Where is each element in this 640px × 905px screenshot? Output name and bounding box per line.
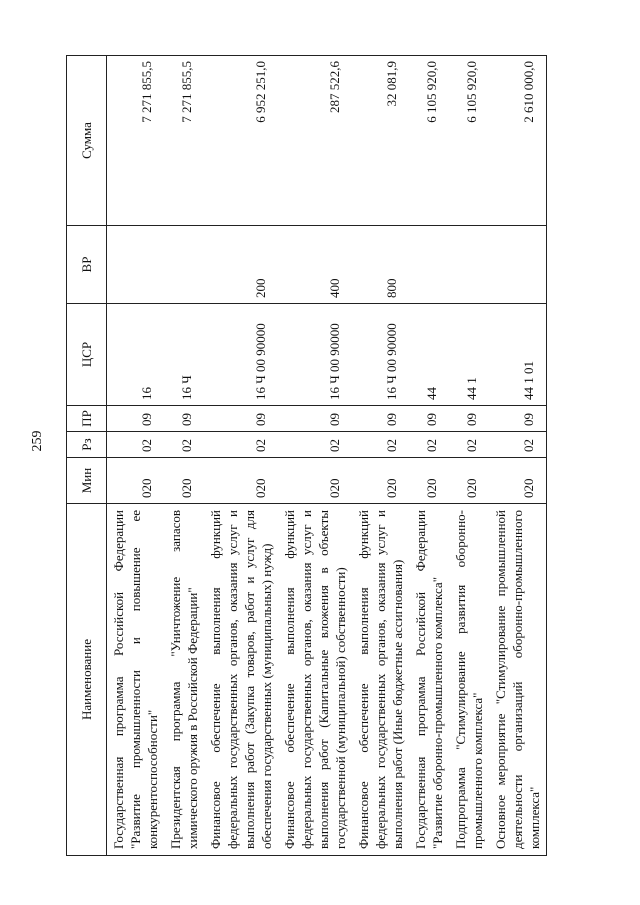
row-name: Государственная программа Российской Федерации "Развитие промышленности и повышение ее конкурентоспособности" bbox=[107, 504, 165, 856]
page-number: 259 bbox=[30, 430, 45, 452]
row-sum: 6 105 920,0 bbox=[409, 56, 449, 226]
row-rz: 02 bbox=[107, 432, 165, 458]
row-rz: 02 bbox=[352, 432, 409, 458]
table-row bbox=[489, 56, 547, 856]
row-min: 020 bbox=[204, 458, 278, 504]
row-csr: 16 bbox=[107, 304, 165, 406]
row-pr: 09 bbox=[409, 406, 449, 432]
row-sum: 6 105 920,0 bbox=[449, 56, 489, 226]
row-vr bbox=[449, 226, 489, 304]
header-min: Мин bbox=[67, 458, 107, 504]
table-row bbox=[352, 56, 409, 856]
row-rz: 02 bbox=[204, 432, 278, 458]
table-header-row bbox=[67, 56, 107, 856]
table-row bbox=[204, 56, 278, 856]
row-min: 020 bbox=[352, 458, 409, 504]
row-csr: 44 bbox=[409, 304, 449, 406]
row-min: 020 bbox=[489, 458, 547, 504]
row-sum: 287 522,6 bbox=[278, 56, 352, 226]
row-pr: 09 bbox=[278, 406, 352, 432]
row-pr: 09 bbox=[107, 406, 165, 432]
row-name: Финансовое обеспечение выполнения функций федеральных государственных органов, оказания услуг и выполнения работ (Закупка товаров, работ и услуг для обеспечения государственных (муниципальных) нужд) bbox=[204, 504, 278, 856]
header-csr: ЦСР bbox=[67, 304, 107, 406]
row-vr bbox=[164, 226, 204, 304]
row-name: Президентская программа "Уничтожение запасов химического оружия в Российской Федерации" bbox=[164, 504, 204, 856]
row-sum: 2 610 000,0 bbox=[489, 56, 547, 226]
row-sum: 7 271 855,5 bbox=[164, 56, 204, 226]
rotated-page-content bbox=[66, 56, 588, 856]
row-min: 020 bbox=[164, 458, 204, 504]
row-pr: 09 bbox=[164, 406, 204, 432]
row-csr: 44 1 01 bbox=[489, 304, 547, 406]
row-csr: 16 Ч 00 90000 bbox=[204, 304, 278, 406]
row-pr: 09 bbox=[204, 406, 278, 432]
row-sum: 7 271 855,5 bbox=[107, 56, 165, 226]
row-name: Подпрограмма "Стимулирование развития оборонно-промышленного комплекса" bbox=[449, 504, 489, 856]
row-sum: 32 081,9 bbox=[352, 56, 409, 226]
row-min: 020 bbox=[449, 458, 489, 504]
row-rz: 02 bbox=[449, 432, 489, 458]
row-pr: 09 bbox=[352, 406, 409, 432]
row-rz: 02 bbox=[164, 432, 204, 458]
row-csr: 16 Ч 00 90000 bbox=[352, 304, 409, 406]
header-name: Наименование bbox=[67, 504, 107, 856]
table-row bbox=[449, 56, 489, 856]
table-row bbox=[164, 56, 204, 856]
row-csr: 44 1 bbox=[449, 304, 489, 406]
row-name: Финансовое обеспечение выполнения функций федеральных государственных органов, оказания услуг и выполнения работ (Капитальные вложения в объекты государственной (муниципальной) собственности) bbox=[278, 504, 352, 856]
budget-table bbox=[66, 55, 547, 856]
row-name: Государственная программа Российской Федерации "Развитие оборонно-промышленного комплекса" bbox=[409, 504, 449, 856]
row-name: Финансовое обеспечение выполнения функций федеральных государственных органов, оказания услуг и выполнения работ (Иные бюджетные ассигнования) bbox=[352, 504, 409, 856]
row-vr: 800 bbox=[352, 226, 409, 304]
header-vr: ВР bbox=[67, 226, 107, 304]
header-sum: Сумма bbox=[67, 56, 107, 226]
table-row bbox=[409, 56, 449, 856]
row-pr: 09 bbox=[449, 406, 489, 432]
row-rz: 02 bbox=[278, 432, 352, 458]
row-csr: 16 Ч bbox=[164, 304, 204, 406]
row-name: Основное мероприятие "Стимулирование промышленной деятельности организаций оборонно-промышленного комплекса" bbox=[489, 504, 547, 856]
header-rz: Рз bbox=[67, 432, 107, 458]
row-vr bbox=[489, 226, 547, 304]
table-row bbox=[278, 56, 352, 856]
row-min: 020 bbox=[278, 458, 352, 504]
row-pr: 09 bbox=[489, 406, 547, 432]
row-min: 020 bbox=[409, 458, 449, 504]
header-pr: ПР bbox=[67, 406, 107, 432]
row-sum: 6 952 251,0 bbox=[204, 56, 278, 226]
table-row bbox=[107, 56, 165, 856]
row-rz: 02 bbox=[489, 432, 547, 458]
row-csr: 16 Ч 00 90000 bbox=[278, 304, 352, 406]
row-vr: 400 bbox=[278, 226, 352, 304]
row-vr: 200 bbox=[204, 226, 278, 304]
row-vr bbox=[409, 226, 449, 304]
row-rz: 02 bbox=[409, 432, 449, 458]
row-min: 020 bbox=[107, 458, 165, 504]
row-vr bbox=[107, 226, 165, 304]
